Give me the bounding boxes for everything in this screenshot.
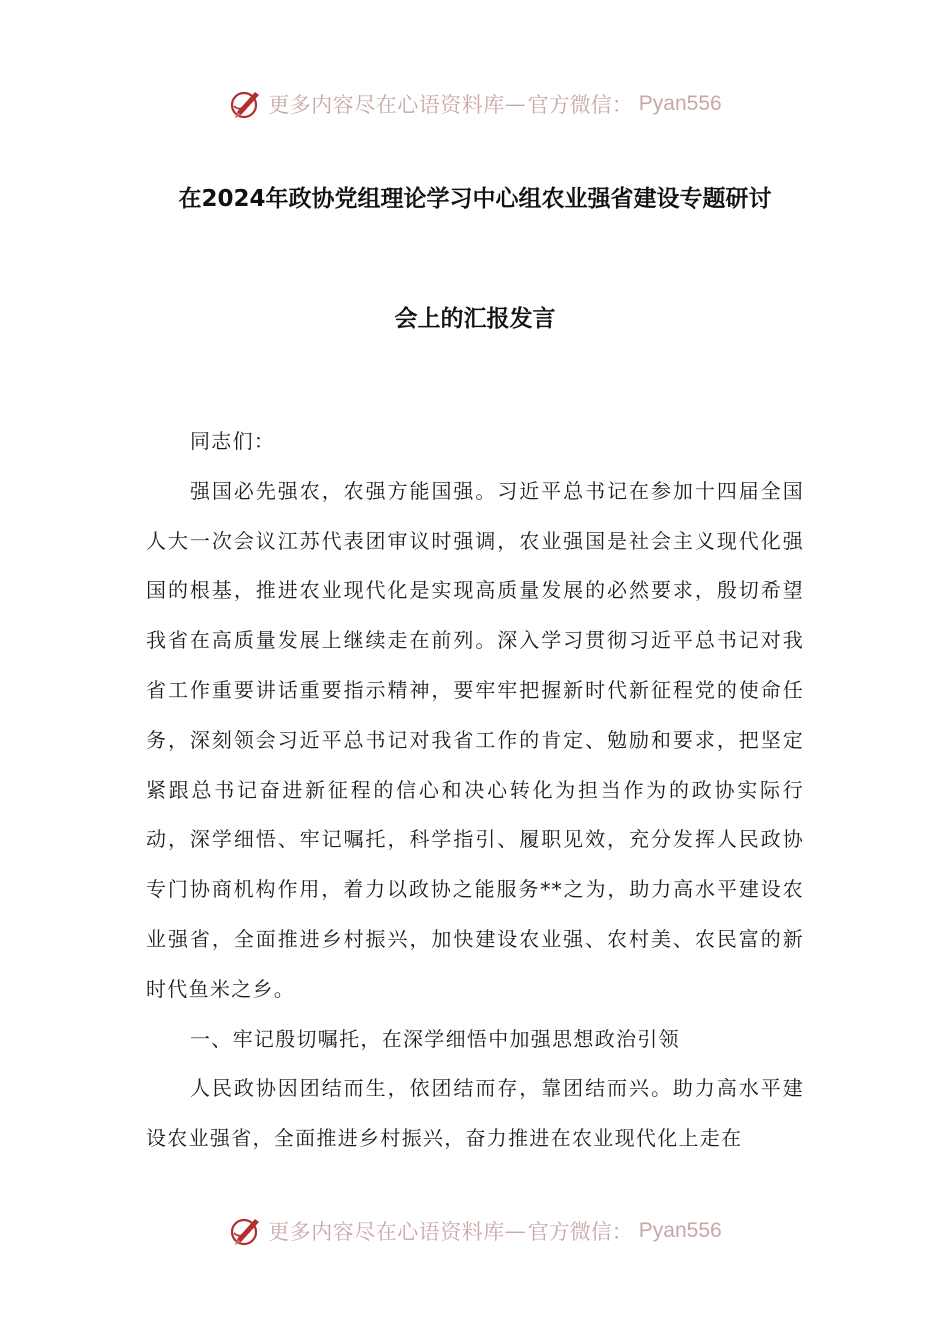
pen-logo-icon	[228, 86, 264, 122]
watermark-text: 更多内容尽在心语资料库	[268, 1220, 505, 1244]
document-body	[146, 417, 804, 1164]
document-title-line1: 在2024年政协党组理论学习中心组农业强省建设专题研讨	[178, 186, 772, 212]
watermark-wechat-label: 官方微信：	[527, 93, 633, 117]
watermark-wechat-id: Pyan556	[638, 1219, 722, 1242]
salutation: 同志们：	[190, 429, 276, 453]
watermark-separator: —	[504, 1219, 526, 1243]
watermark-text: 更多内容尽在心语资料库	[268, 93, 505, 117]
watermark-wechat-id: Pyan556	[638, 92, 722, 115]
document-title-line2: 会上的汇报发言	[394, 306, 556, 332]
watermark-separator: —	[504, 92, 526, 116]
watermark-banner-top	[0, 84, 950, 124]
section-heading: 一、牢记殷切嘱托，在深学细悟中加强思想政治引领	[190, 1026, 680, 1051]
body-paragraph: 强国必先强农，农强方能国强。习近平总书记在参加十四届全国人大一次会议江苏代表团审议时强调，农业强国是社会主义现代化强国的根基，推进农业现代化是实现高质量发展的必然要求，殷切希望我省在高质量发展上继续走在前列。深入学习贯彻习近平总书记对我省工作重要讲话重要指示精神，要牢牢把握新时代新征程党的使命任务，深刻领会习近平总书记对我省工作的肯定、勉励和要求，把坚定紧跟总书记奋进新征程的信心和决心转化为担当作为的政协实际行动，深学细悟、牢记嘱托，科学指引、履职见效，充分发挥人民政协专门协商机构作用，着力以政协之能服务**之为，助力高水平建设农业强省，全面推进乡村振兴，加快建设农业强、农村美、农民富的新时代鱼米之乡。	[146, 478, 804, 1001]
body-paragraph: 人民政协因团结而生，依团结而存，靠团结而兴。助力高水平建设农业强省，全面推进乡村振兴，奋力推进在农业现代化上走在	[146, 1076, 804, 1151]
watermark-wechat-label: 官方微信：	[527, 1220, 633, 1244]
pen-logo-icon	[228, 1213, 264, 1249]
watermark-banner-bottom	[0, 1211, 950, 1251]
